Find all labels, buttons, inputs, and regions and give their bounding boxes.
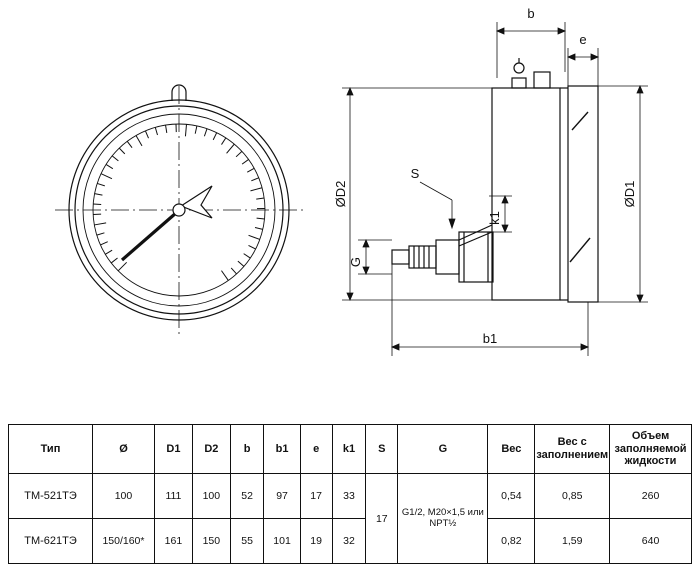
col-header-b1: b1 xyxy=(264,425,300,474)
table-row xyxy=(9,474,692,519)
col-header-type: Тип xyxy=(9,425,93,474)
col-header-d: Ø xyxy=(92,425,154,474)
gauge-pointer xyxy=(122,186,212,260)
cell-e: 19 xyxy=(300,519,332,564)
thread-tip xyxy=(392,250,409,264)
col-header-e: e xyxy=(300,425,332,474)
cell-volume: 640 xyxy=(610,519,692,564)
col-header-weight: Вес xyxy=(488,425,535,474)
col-header-weight-filled: Вес с заполнением xyxy=(535,425,610,474)
cell-b1: 101 xyxy=(264,519,300,564)
process-connection xyxy=(392,225,493,282)
cell-e: 17 xyxy=(300,474,332,519)
label-s: S xyxy=(410,166,420,181)
cell-d2: 150 xyxy=(192,519,230,564)
side-view-body xyxy=(492,86,598,302)
thread-body xyxy=(409,246,436,268)
cell-s: 17 xyxy=(366,474,398,564)
col-header-d2: D2 xyxy=(192,425,230,474)
cell-type: ТМ-621ТЭ xyxy=(9,519,93,564)
cell-d2: 100 xyxy=(192,474,230,519)
col-header-volume: Объем заполняемой жидкости xyxy=(610,425,692,474)
cell-d1: 111 xyxy=(154,474,192,519)
col-header-d1: D1 xyxy=(154,425,192,474)
label-e: e xyxy=(579,32,587,47)
cell-weight-filled: 1,59 xyxy=(535,519,610,564)
cell-b1: 97 xyxy=(264,474,300,519)
table-header-row xyxy=(9,425,692,474)
case-body xyxy=(492,88,560,300)
cell-d: 150/160* xyxy=(92,519,154,564)
cell-b: 55 xyxy=(230,519,264,564)
cell-d1: 161 xyxy=(154,519,192,564)
cell-g: G1/2, М20×1,5 или NPT½ xyxy=(398,474,488,564)
label-b1: b1 xyxy=(482,331,498,346)
col-header-g: G xyxy=(398,425,488,474)
cell-b: 52 xyxy=(230,474,264,519)
table-row xyxy=(9,519,692,564)
cell-d: 100 xyxy=(92,474,154,519)
cell-weight-filled: 0,85 xyxy=(535,474,610,519)
col-header-s: S xyxy=(366,425,398,474)
top-vent-valve xyxy=(512,58,550,88)
cell-k1: 33 xyxy=(332,474,366,519)
cell-k1: 32 xyxy=(332,519,366,564)
cell-weight: 0,54 xyxy=(488,474,535,519)
col-header-b: b xyxy=(230,425,264,474)
label-g: G xyxy=(348,256,363,268)
label-d2: ØD2 xyxy=(333,180,348,208)
cell-volume: 260 xyxy=(610,474,692,519)
hex-nut xyxy=(436,240,459,274)
label-k1: k1 xyxy=(487,211,502,225)
label-d1: ØD1 xyxy=(622,180,637,208)
label-b: b xyxy=(527,6,535,21)
cell-weight: 0,82 xyxy=(488,519,535,564)
cell-type: ТМ-521ТЭ xyxy=(9,474,93,519)
dimension-lines xyxy=(342,22,648,356)
col-header-k1: k1 xyxy=(332,425,366,474)
specifications-table xyxy=(8,424,692,564)
